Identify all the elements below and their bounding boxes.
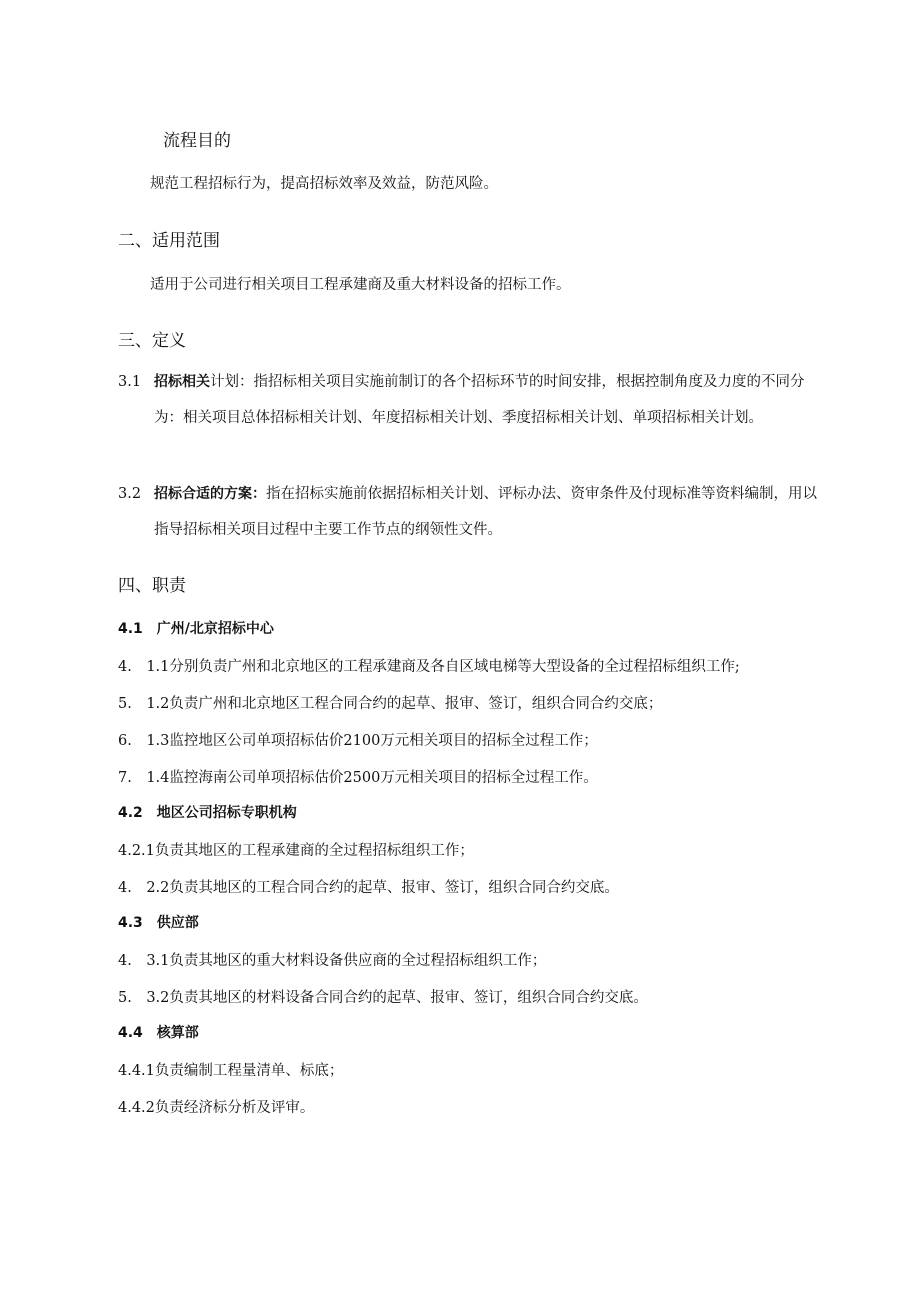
definition-term: 招标合适的方案： xyxy=(154,486,266,502)
purpose-text: 规范工程招标行为，提高招标效率及效益，防范风险。 xyxy=(150,176,498,192)
definition-text: 指招标相关项目实施前制订的各个招标环节的时间安排，根据控制角度及力度的不同分为：相关项目总体招标相关计划、年度招标相关计划、季度招标相关计划、单项招标相关计划。 xyxy=(154,374,805,426)
subsection-title: 4.1 广州/北京招标中心 xyxy=(118,621,274,637)
section-title-purpose: 流程目的 xyxy=(163,131,231,151)
list-item: 4.4.1负责编制工程量清单、标底； xyxy=(118,1063,344,1079)
subsection-title: 4.2 地区公司招标专职机构 xyxy=(118,805,297,821)
list-item: 4.4.2负责经济标分析及评审。 xyxy=(118,1100,315,1116)
definition-number: 3.2 xyxy=(118,486,142,502)
scope-text: 适用于公司进行相关项目工程承建商及重大材料设备的招标工作。 xyxy=(150,277,571,293)
list-item: 4. 3.1负责其地区的重大材料设备供应商的全过程招标组织工作； xyxy=(118,953,547,969)
definition-text: 指在招标实施前依据招标相关计划、评标办法、资审条件及付现标准等资料编制，用以指导招标相关项目过程中主要工作节点的纲领性文件。 xyxy=(154,486,817,538)
definition-item xyxy=(118,476,818,548)
list-item: 6. 1.3监控地区公司单项招标估价2100万元相关项目的招标全过程工作； xyxy=(118,733,598,749)
definition-number: 3.1 xyxy=(118,374,142,390)
list-item: 4.2.1负责其地区的工程承建商的全过程招标组织工作； xyxy=(118,843,474,859)
list-item: 4. 1.1分别负责广州和北京地区的工程承建商及各自区域电梯等大型设备的全过程招标组织工作; xyxy=(118,659,740,675)
section-title-duties: 四、职责 xyxy=(118,576,186,596)
section-title-definitions: 三、定义 xyxy=(118,331,186,351)
list-item: 7. 1.4监控海南公司单项招标估价2500万元相关项目的招标全过程工作。 xyxy=(118,770,598,786)
definition-term-rest: 计划： xyxy=(210,374,254,390)
list-item: 4. 2.2负责其地区的工程合同合约的起草、报审、签订，组织合同合约交底。 xyxy=(118,880,619,896)
subsection-title: 4.3 供应部 xyxy=(118,915,199,931)
section-title-scope: 二、适用范围 xyxy=(118,231,220,251)
definition-item xyxy=(118,364,818,436)
subsection-title: 4.4 核算部 xyxy=(118,1025,199,1041)
list-item: 5. 1.2负责广州和北京地区工程合同合约的起草、报审、签订，组织合同合约交底； xyxy=(118,696,663,712)
list-item: 5. 3.2负责其地区的材料设备合同合约的起草、报审、签订，组织合同合约交底。 xyxy=(118,990,648,1006)
definition-term: 招标相关 xyxy=(154,374,210,390)
